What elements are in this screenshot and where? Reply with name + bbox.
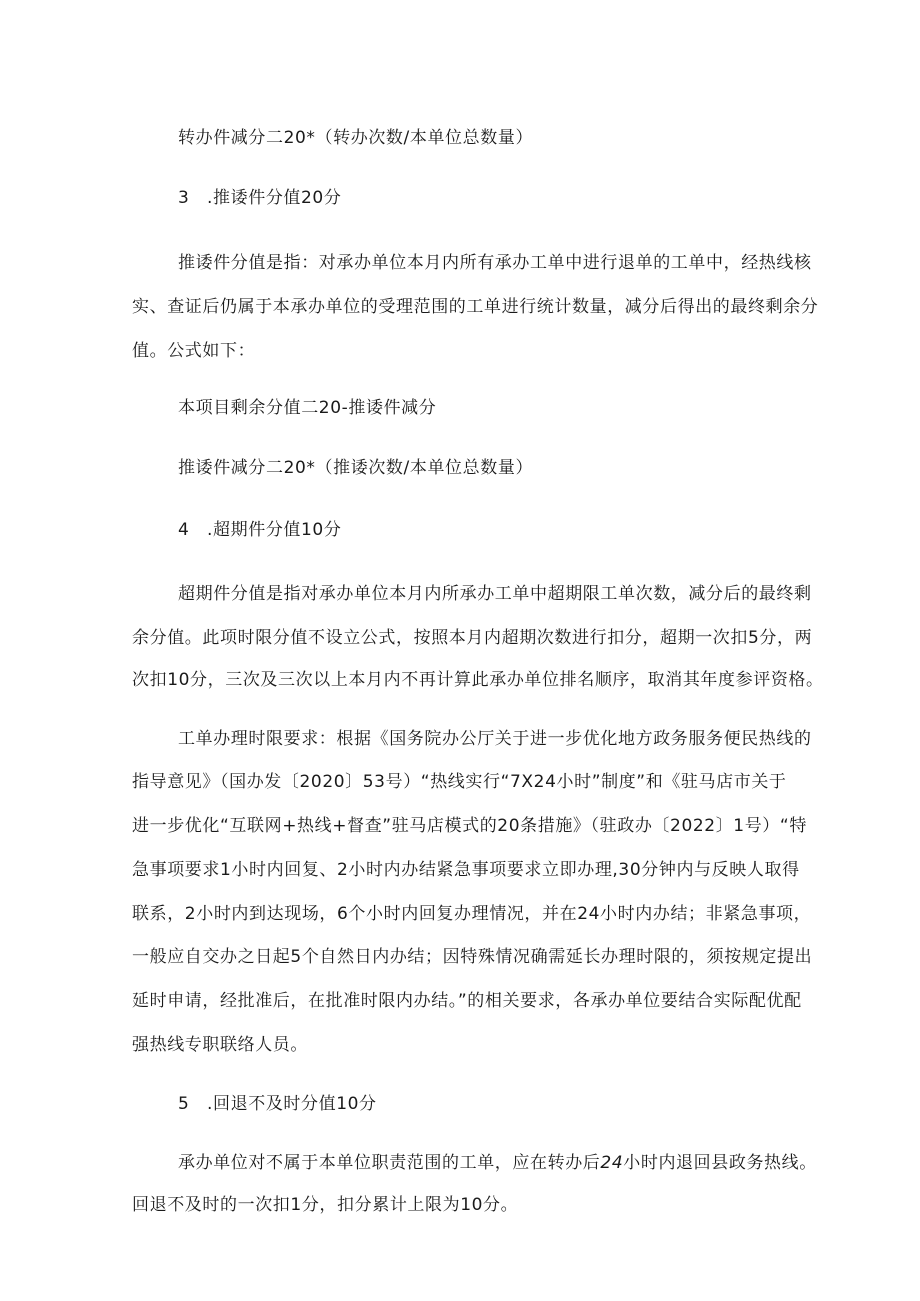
time-limit-paragraph-line-6: 一般应自交办之日起5个自然日内办结；因特殊情况确需延长办理时限的，须按规定提出	[132, 947, 813, 967]
section-3-paragraph-line-2: 实、查证后仍属于本承办单位的受理范围的工单进行统计数量，减分后得出的最终剩余分	[132, 297, 819, 317]
section-5-text-part-2: 小时内退回县政务热线。	[623, 1153, 817, 1173]
time-limit-paragraph-line-3: 进一步优化“互联网+热线+督查”驻马店模式的20条措施》（驻政办〔2022〕1号）“特	[132, 816, 807, 836]
section-5-text-part-1: 承办单位对不属于本单位职责范围的工单，应在转办后	[178, 1153, 601, 1173]
section-4-paragraph-line-1: 超期件分值是指对承办单位本月内所承办工单中超期限工单次数，减分后的最终剩	[178, 584, 812, 604]
section-3-heading: 3 .推诿件分值20分	[178, 188, 342, 208]
time-limit-paragraph-line-2: 指导意见》（国办发〔2020〕53号）“热线实行“7X24小时”制度”和《驻马店市关于	[132, 772, 787, 792]
time-limit-paragraph-line-5: 联系，2小时内到达现场，6个小时内回复办理情况，并在24小时内办结；非紧急事项，	[132, 904, 812, 924]
section-5-heading: 5 .回退不及时分值10分	[178, 1094, 377, 1114]
time-limit-paragraph-line-7: 延时申请，经批准后，在批准时限内办结。”的相关要求，各承办单位要结合实际配优配	[132, 991, 802, 1011]
section-3-paragraph-line-3: 值。公式如下：	[132, 341, 256, 361]
section-4-heading: 4 .超期件分值10分	[178, 520, 342, 540]
shirk-deduction-formula: 推诿件减分二20*（推诿次数/本单位总数量）	[178, 458, 534, 478]
section-3-paragraph-line-1: 推诿件分值是指：对承办单位本月内所有承办工单中进行退单的工单中，经热线核	[178, 253, 812, 273]
section-5-hours-value: 24	[600, 1153, 624, 1173]
section-5-paragraph-line-1	[178, 1152, 817, 1174]
time-limit-paragraph-line-4: 急事项要求1小时内回复、2小时内办结紧急事项要求立即办理,30分钟内与反映人取得	[132, 860, 800, 880]
time-limit-paragraph-line-8: 强热线专职联络人员。	[132, 1035, 308, 1055]
section-4-paragraph-line-3: 次扣10分，三次及三次以上本月内不再计算此承办单位排名顺序，取消其年度参评资格。	[132, 670, 824, 690]
transfer-deduction-formula: 转办件减分二20*（转办次数/本单位总数量）	[178, 128, 534, 148]
remaining-score-formula: 本项目剩余分值二20-推诿件减分	[178, 398, 437, 418]
section-4-paragraph-line-2: 余分值。此项时限分值不设立公式，按照本月内超期次数进行扣分，超期一次扣5分，两	[132, 628, 813, 648]
time-limit-paragraph-line-1: 工单办理时限要求：根据《国务院办公厅关于进一步优化地方政务服务便民热线的	[178, 729, 812, 749]
section-5-paragraph-line-2: 回退不及时的一次扣1分，扣分累计上限为10分。	[132, 1195, 519, 1215]
